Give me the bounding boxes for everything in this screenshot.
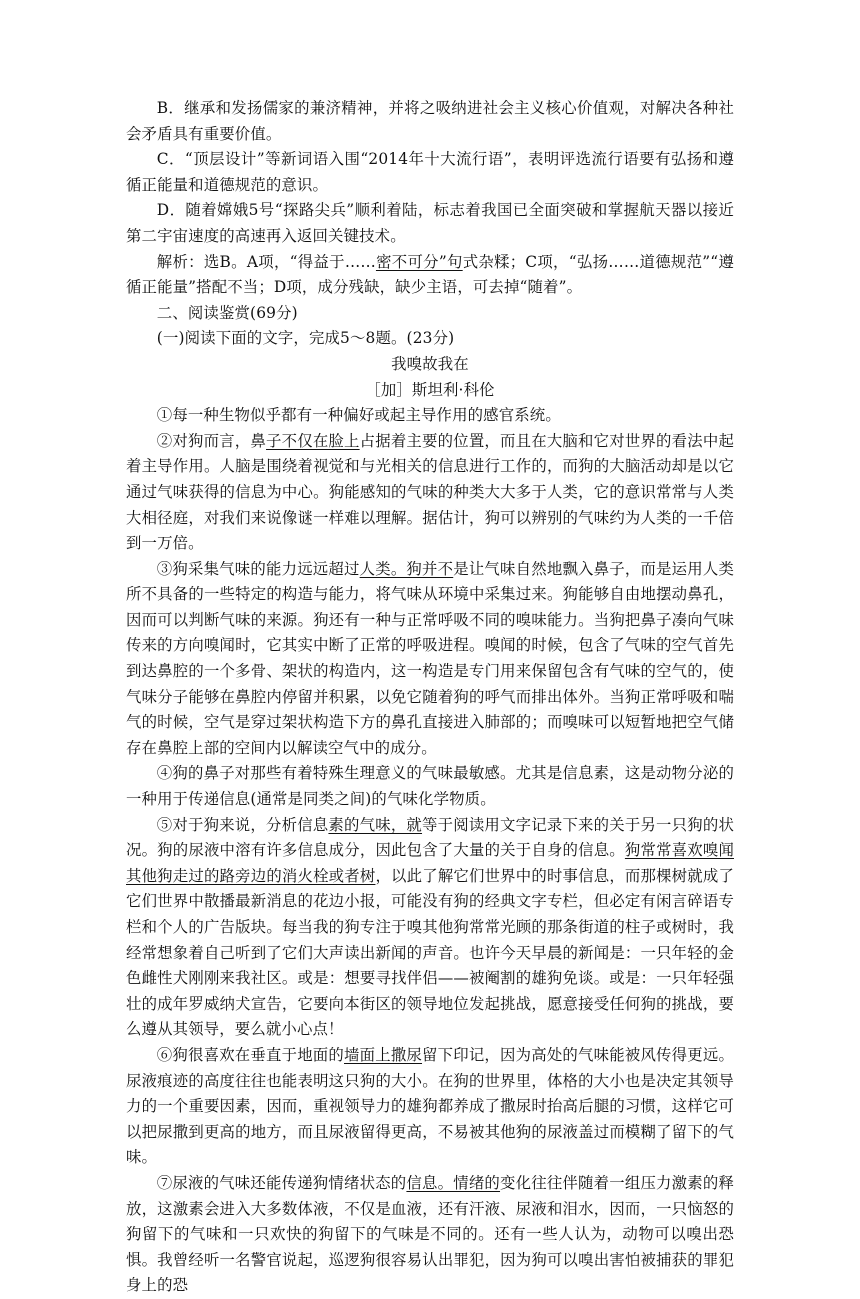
paragraph-text: ，以此了解它们世界中的时事信息，而那棵树就成了它们世界中散播最新消息的花边小报，可能没有狗的经典文字专栏，但必定有闲言碎语专栏和个人的广告版块。每当我的狗专注于嗅其他狗常常光顾的那条街道的柱子或树时，我经常想象着自己听到了它们大声读出新闻的声音。也许今天早晨的新闻是：一只年轻的金色雌性犬刚刚来我社区。或是：想要寻找伴侣——被阉割的雄狗免谈。或是：一只年轻强壮的成年罗威纳犬宣告，它要向本街区的领导地位发起挑战，愿意接受任何狗的挑战，要么遵从其领导，要么就小心点！ — [126, 866, 734, 1039]
option-b: B．继承和发扬儒家的兼济精神，并将之吸纳进社会主义核心价值观，对解决各种社会矛盾具有重要价值。 — [126, 99, 734, 143]
option-c: C．“顶层设计”等新词语入围“2014年十大流行语”，表明评选流行语要有弘扬和遵循正能量和道德规范的意识。 — [126, 150, 734, 194]
paragraph-5 — [126, 813, 734, 1043]
analysis-underlined: 密不可分”句 — [375, 252, 463, 271]
paragraph-4: ④狗的鼻子对那些有着特殊生理意义的气味最敏感。尤其是信息素，这是动物分泌的一种用于传递信息(通常是同类之间)的气味化学物质。 — [126, 764, 734, 809]
underlined-phrase: 素的气味，就 — [328, 815, 423, 834]
article-author: ［加］斯坦利·科伦 — [365, 380, 495, 399]
article-title: 我嗅故我在 — [391, 354, 469, 373]
paragraph-text: ③狗采集气味的能力远远超过 — [156, 559, 360, 578]
subsection-heading: (一)阅读下面的文字，完成5～8题。(23分) — [156, 329, 455, 348]
paragraph-text: ⑤对于狗来说，分析信息 — [156, 815, 329, 834]
paragraph-6 — [126, 1043, 734, 1171]
underlined-phrase: 子不仅在脸上 — [266, 431, 360, 450]
paragraph-text: 是让气味自然地飘入鼻子，而是运用人类所不具备的一些特定的构造与能力，将气味从环境中采集过来。狗能够自由地摆动鼻孔，因而可以判断气味的来源。狗还有一种与正常呼吸不同的嗅味能力。当狗把鼻子凑向气味传来的方向嗅闻时，它其实中断了正常的呼吸进程。嗅闻的时候，包含了气味的空气首先到达鼻腔的一个多骨、架状的构造内，这一构造是专门用来保留包含有气味的空气的，使气味分子能够在鼻腔内停留并积累，以免它随着狗的呼气而排出体外。当狗正常呼吸和喘气的时候，空气是穿过架状构造下方的鼻孔直接进入肺部的；而嗅味可以短暂地把空气储存在鼻腔上部的空间内以解读空气中的成分。 — [126, 559, 734, 757]
paragraph-text: ⑦尿液的气味还能传递狗情绪状态的 — [156, 1173, 407, 1192]
option-d: D．随着嫦娥5号“探路尖兵”顺利着陆，标志着我国已全面突破和掌握航天器以接近第二宇宙速度的高速再入返回关键技术。 — [126, 201, 734, 245]
section-heading: 二、阅读鉴赏(69分) — [156, 303, 298, 322]
underlined-phrase: 人类。狗并不 — [359, 559, 454, 578]
paragraph-3 — [126, 557, 734, 762]
underlined-sentence: 狗常常喜欢嗅闻其他狗走过的路旁边的消火栓或者树 — [126, 841, 734, 885]
paragraph-7 — [126, 1171, 734, 1299]
underlined-phrase: 墙面上撒尿 — [344, 1045, 423, 1064]
analysis-text: 式杂糅；C项，“弘扬……道德规范”“遵循正能量”搭配不当；D项，成分残缺，缺少主语，可去掉“随着”。 — [126, 252, 734, 297]
paragraph-text: ②对狗而言，鼻 — [156, 431, 267, 450]
paragraph-text: ⑥狗很喜欢在垂直于地面的 — [156, 1045, 345, 1064]
paragraph-text: 等于阅读用文字记录下来的关于另一只狗的状况。狗的尿液中溶有许多信息成分，因此包含了大量的关于自身的信息。 — [126, 815, 734, 860]
analysis-text: 解析：选B。A项，“得益于…… — [156, 252, 376, 271]
paragraph-1: ①每一种生物似乎都有一种偏好或起主导作用的感官系统。 — [156, 406, 561, 425]
paragraph-text: 变化往往伴随着一组压力激素的释放，这激素会进入大多数体液，不仅是血液，还有汗液、尿液和泪水，因而，一只恼怒的狗留下的气味和一只欢快的狗留下的气味是不同的。还有一些人认为，动物可以嗅出恐惧。我曾经听一名警官说起，巡逻狗很容易认出罪犯，因为狗可以嗅出害怕被捕获的罪犯身上的恐 — [126, 1173, 734, 1295]
underlined-phrase: 信息。情绪的 — [406, 1173, 501, 1192]
paragraph-2 — [126, 429, 734, 557]
paragraph-text: 占据着主要的位置，而且在大脑和它对世界的看法中起着主导作用。人脑是围绕着视觉和与光相关的信息进行工作的，而狗的大脑活动却是以它通过气味获得的信息为中心。狗能感知的气味的种类大大多于人类，它的意识常常与人类大相径庭，对我们来说像谜一样难以理解。据估计，狗可以辨别的气味约为人类的一千倍到一万倍。 — [126, 431, 734, 553]
paragraph-text: 留下印记，因为高处的气味能被风传得更远。尿液痕迹的高度往往也能表明这只狗的大小。在狗的世界里，体格的大小也是决定其领导力的一个重要因素，因而，重视领导力的雄狗都养成了撒尿时抬高后腿的习惯，这样它可以把尿撒到更高的地方，而且尿液留得更高，不易被其他狗的尿液盖过而模糊了留下的气味。 — [126, 1045, 734, 1167]
analysis — [126, 250, 734, 301]
